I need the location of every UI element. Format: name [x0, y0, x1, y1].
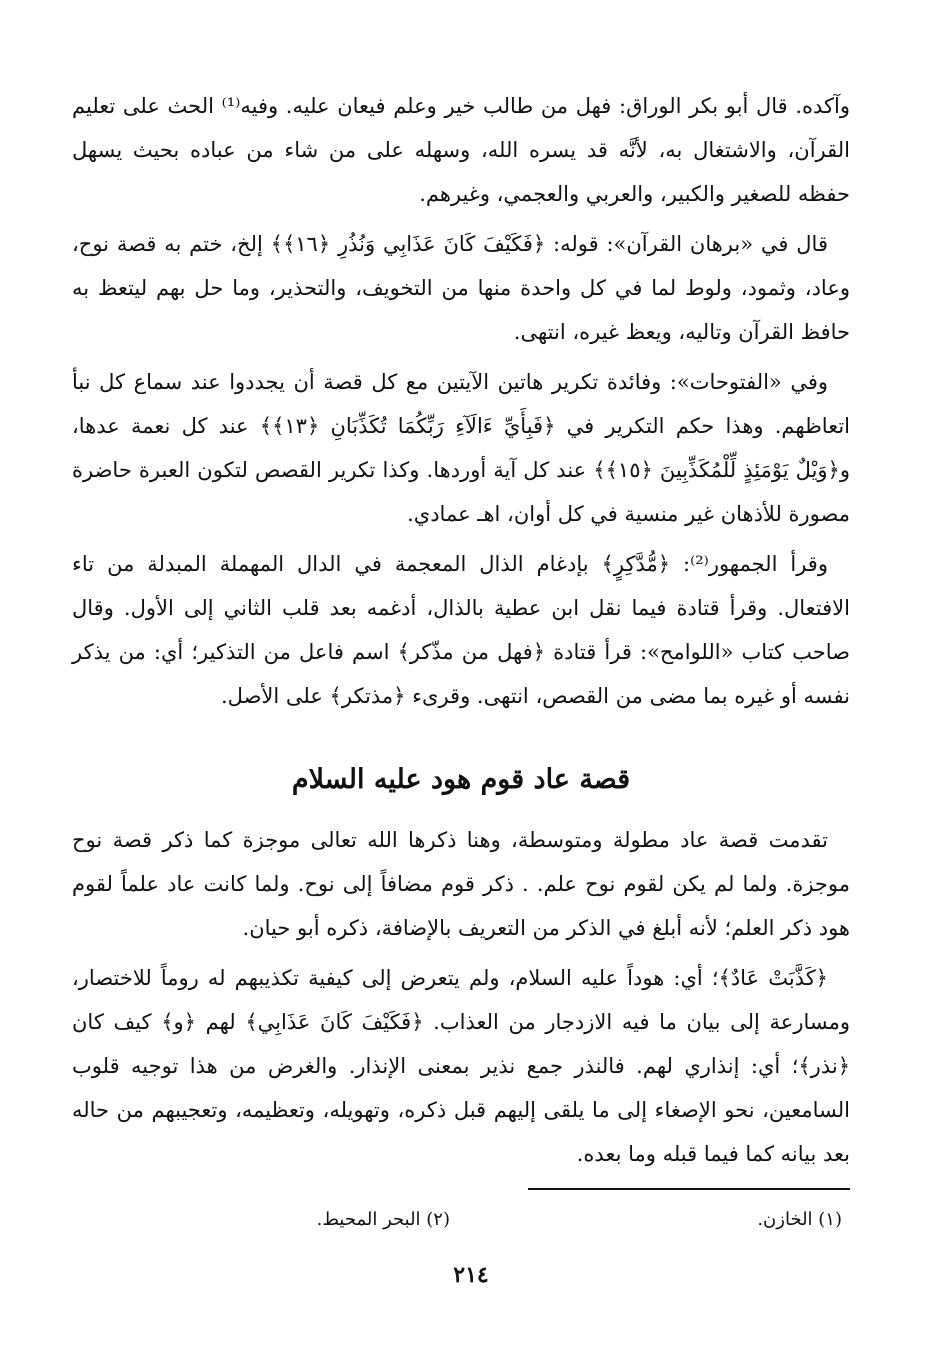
footnote-2: (٢) البحر المحيط. — [316, 1209, 450, 1230]
section-heading: قصة عاد قوم هود عليه السلام — [291, 764, 631, 795]
paragraph: وفي «الفتوحات»: وفائدة تكرير هاتين الآيتين مع كل قصة أن يجددوا عند سماع كل نبأ اتعاظهم. وهذا حكم التكرير في ﴿فَبِأَيِّ ءَالَآءِ رَبِّكُمَا تُكَذِّبَانِ ﴿١٣﴾﴾ عند كل نعمة عدها، و﴿وَيْلٌ يَوْمَئِذٍ لِّلْمُكَذِّبِينَ ﴿١٥﴾﴾ عند كل آية أوردها. وكذا تكرير القصص لتكون العبرة حاضرة مصورة للأذهان غير منسية في كل أوان، اهـ عمادي. — [72, 370, 851, 526]
main-text-lower — [72, 818, 850, 1182]
footnote-1: (١) الخازن. — [757, 1209, 842, 1230]
paragraph: ﴿كَذَّبَتْ عَادٌ﴾؛ أي: هوداً عليه السلام، ولم يتعرض إلى كيفية تكذيبهم له روماً للاختصار، ومسارعة إلى بيان ما فيه الازدجار من العذاب. ﴿فَكَيْفَ كَانَ عَذَابِي﴾ لهم ﴿و﴾ كيف كان ﴿نذر﴾؛ أي: إنذاري لهم. فالنذر جمع نذير بمعنى الإنذار. والغرض من هذا توجيه قلوب السامعين، نحو الإصغاء إلى ما يلقى إليهم قبل ذكره، وتهويله، وتعظيمه، وتعجيبهم من حاله بعد بيانه كما فيما قبله وما بعده. — [72, 966, 850, 1166]
paragraph: قال في «برهان القرآن»: قوله: ﴿فَكَيْفَ كَانَ عَذَابِي وَنُذُرِ ﴿١٦﴾﴾ إلخ، ختم به قصة نوح، وعاد، وثمود، ولوط لما في كل واحدة منها من التخويف، والتحذير، وما حل بهم ليتعظ به حافظ القرآن وتاليه، ويعظ غيره، انتهى. — [72, 232, 850, 344]
paragraph: وآكده. قال أبو بكر الوراق: فهل من طالب خير وعلم فيعان عليه. وفيه⁽¹⁾ الحث على تعليم القرآن، والاشتغال به، لأنَّه قد يسره الله، وسهله على من شاء من عباده بحيث يسهل حفظه للصغير والكبير، والعربي والعجمي، وغيرهم. — [72, 94, 850, 206]
paragraph: وقرأ الجمهور⁽²⁾: ﴿مُّدَّكِرٍ﴾ بإدغام الذال المعجمة في الدال المهملة المبدلة من تاء الافتعال. وقرأ قتادة فيما نقل ابن عطية بالذال، أدغمه بعد قلب الثاني إلى الأول. وقال صاحب كتاب «اللوامح»: قرأ قتادة ﴿فهل من مذّكر﴾ اسم فاعل من التذكير؛ أي: من يذكر نفسه أو غيره بما مضى من القصص، انتهى. وقرىء ﴿مذتكر﴾ على الأصل. — [72, 552, 850, 708]
paragraph: تقدمت قصة عاد مطولة ومتوسطة، وهنا ذكرها الله تعالى موجزة كما ذكر قصة نوح موجزة. ولما لم يكن لقوم نوح علم. . ذكر قوم مضافاً إلى نوح. ولما كانت عاد علماً لقوم هود ذكر العلم؛ لأنه أبلغ في الذكر من التعريف بالإضافة، ذكره أبو حيان. — [72, 828, 850, 940]
page-number: ٢١٤ — [453, 1262, 489, 1288]
main-text-upper — [72, 84, 850, 724]
footnote-divider — [528, 1188, 850, 1190]
